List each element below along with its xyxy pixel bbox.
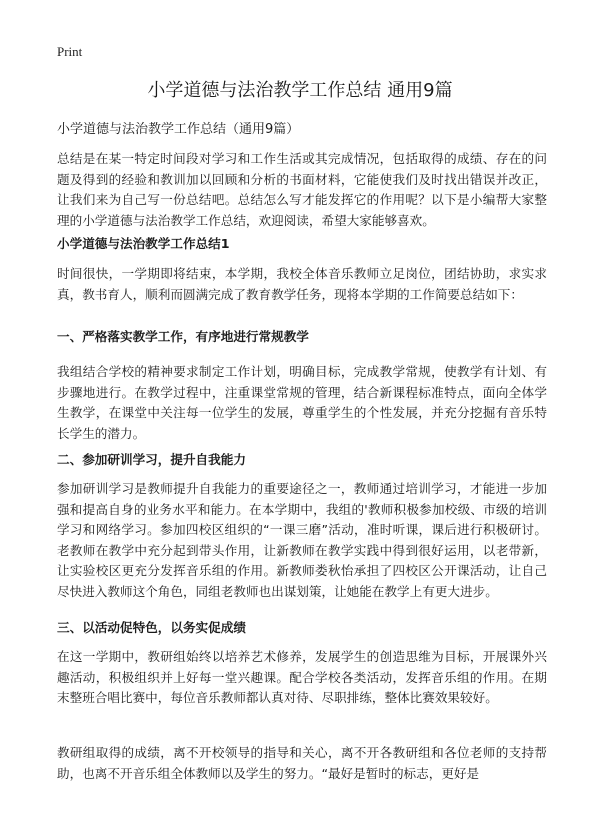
part1-heading: 一、严格落实教学工作，有序地进行常规教学 [57,329,309,344]
part2-heading: 二、参加研训学习，提升自我能力 [57,452,246,467]
part1-paragraph: 我组结合学校的精神要求制定工作计划，明确目标，完成教学常规，使教学有计划、有步骤地进行。在教学过程中，注重课堂常规的管理，结合新课程标准特点，面向全体学生教学，在课堂中关注每一位学生的发展，尊重学生的个性发展，并充分挖掘有音乐特长学生的潜力。 [57,364,547,441]
document-subtitle: 小学道德与法治教学工作总结（通用9篇） [57,122,300,137]
part3-paragraph-2: 教研组取得的成绩，离不开校领导的指导和关心，离不开各教研组和各位老师的支持帮助，也离不开音乐组全体教师以及学生的努力。“最好是暂时的标志，更好是 [57,745,547,781]
part3-paragraph: 在这一学期中，教研组始终以培养艺术修养，发展学生的创造思维为目标，开展课外兴趣活动，积极组织并上好每一堂兴趣课。配合学校各类活动，发挥音乐组的作用。在期末整班合唱比赛中，每位音乐教师都认真对待、尽职排练，整体比赛效果较好。 [57,649,547,705]
print-link[interactable]: Print [57,44,83,59]
section-title: 小学道德与法治教学工作总结1 [57,236,230,251]
part2-paragraph: 参加研训学习是教师提升自我能力的重要途径之一，教师通过培训学习，才能进一步加强和提高自身的业务水平和能力。在本学期中，我组的'教师积极参加校级、市级的培训学习和网络学习。参加四校区组织的“一课三磨”活动，准时听课，课后进行积极研讨。老教师在教学中充分起到带头作用，让新教师在教学实践中得到很好运用，以老带新，让实验校区更充分发挥音乐组的作用。新教师娄秋怡承担了四校区公开课活动，让自己尽快进入教师这个角色，同组老教师也出谋划策，让她能在教学上有更大进步。 [57,481,547,599]
document-title: 小学道德与法治教学工作总结 通用9篇 [147,80,453,101]
intro-paragraph: 总结是在某一特定时间段对学习和工作生活或其完成情况，包括取得的成绩、存在的问题及得到的经验和教训加以回顾和分析的书面材料，它能使我们及时找出错误并改正，让我们来为自己写一份总结吧。总结怎么写才能发挥它的作用呢？以下是小编帮大家整理的小学道德与法治教学工作总结，欢迎阅读，希望大家能够喜欢。 [57,151,547,228]
part3-heading: 三、以活动促特色，以务实促成绩 [57,620,246,635]
section-intro-paragraph: 时间很快，一学期即将结束，本学期，我校全体音乐教师立足岗位，团结协助，求实求真，教书育人，顺利而圆满完成了教育教学任务，现将本学期的工作简要总结如下： [57,266,547,302]
